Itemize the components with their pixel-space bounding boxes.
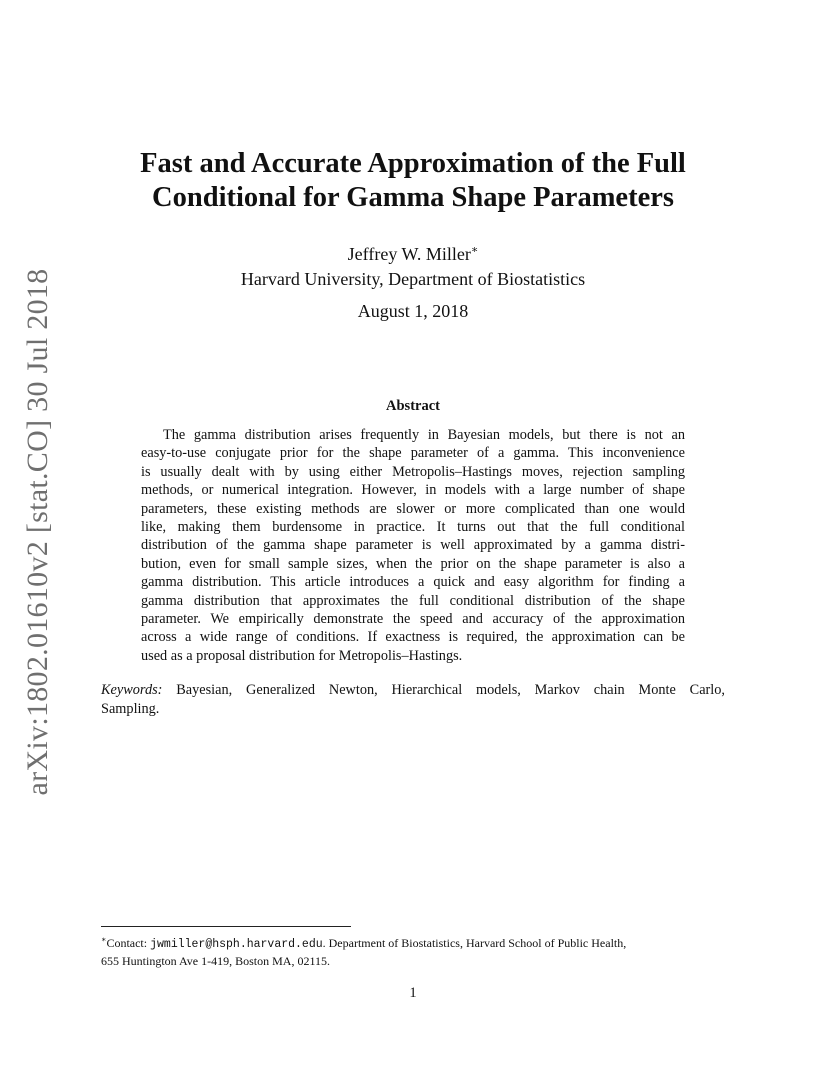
page-number: 1 (409, 985, 417, 1001)
author-name: Jeffrey W. Miller (347, 244, 471, 264)
abstract-line: parameter. We empirically demonstrate the speed and accuracy of the approximation (141, 610, 685, 627)
abstract-line: used as a proposal distribution for Metropolis–Hastings. (141, 647, 463, 664)
paper-date: August 1, 2018 (357, 301, 469, 321)
footnote-suffix: . Department of Biostatistics, Harvard School of Public Health, (322, 936, 627, 950)
contact-email: jwmiller@hsph.harvard.edu (150, 938, 323, 951)
abstract-body (141, 426, 685, 665)
abstract-line: bution, even for small sample sizes, when the prior on the shape parameter is also a (141, 555, 685, 572)
author-block (100, 238, 726, 292)
keywords-line-1 (101, 681, 725, 700)
abstract-line: across a wide range of conditions. If exactness is required, the approximation can be (141, 629, 685, 646)
paper-title (100, 147, 726, 215)
abstract-line: distribution of the gamma shape parameter is well approximated by a gamma distri- (141, 537, 685, 554)
keywords-line-2: Sampling. (101, 701, 160, 717)
abstract-line: gamma distribution. This article introduces a quick and easy algorithm for finding a (141, 574, 685, 591)
keywords-section (101, 681, 725, 719)
abstract-line: like, making them burdensome in practice. It turns out that the full conditional (141, 518, 685, 535)
arxiv-identifier-stamp: arXiv:1802.01610v2 [stat.CO] 30 Jul 2018 (21, 268, 54, 796)
abstract-line: methods, or numerical integration. However, in models with a large number of shape (141, 482, 685, 499)
paper-title-line-2: Conditional for Gamma Shape Parameters (152, 182, 674, 213)
abstract-line: The gamma distribution arises frequently in Bayesian models, but there is not an (163, 427, 685, 443)
author-footnote-mark: ∗ (470, 244, 479, 256)
keywords-label: Keywords: (101, 682, 163, 698)
footnote-prefix: Contact: (106, 936, 151, 950)
footnote-divider (101, 926, 351, 927)
footnote-mark: ∗ (101, 935, 107, 944)
author-line (100, 238, 726, 267)
author-affiliation: Harvard University, Department of Biostatistics (240, 269, 586, 289)
abstract-line: parameters, these existing methods are slower or more complicated than one would (141, 500, 685, 517)
keywords-list: Bayesian, Generalized Newton, Hierarchical models, Markov chain Monte Carlo, (176, 682, 725, 698)
abstract-line: easy-to-use conjugate prior for the shape parameter of a gamma. This inconvenience (141, 445, 685, 462)
abstract-line: gamma distribution that approximates the full conditional distribution of the shape (141, 592, 685, 609)
abstract-heading: Abstract (386, 398, 440, 414)
footnote-line-1 (101, 931, 725, 953)
paper-title-line-1: Fast and Accurate Approximation of the Full (140, 148, 686, 179)
footnote (101, 931, 725, 970)
footnote-address: 655 Huntington Ave 1-419, Boston MA, 02115. (101, 954, 331, 968)
abstract-line: is usually dealt with by using either Metropolis–Hastings moves, rejection sampling (141, 463, 685, 480)
